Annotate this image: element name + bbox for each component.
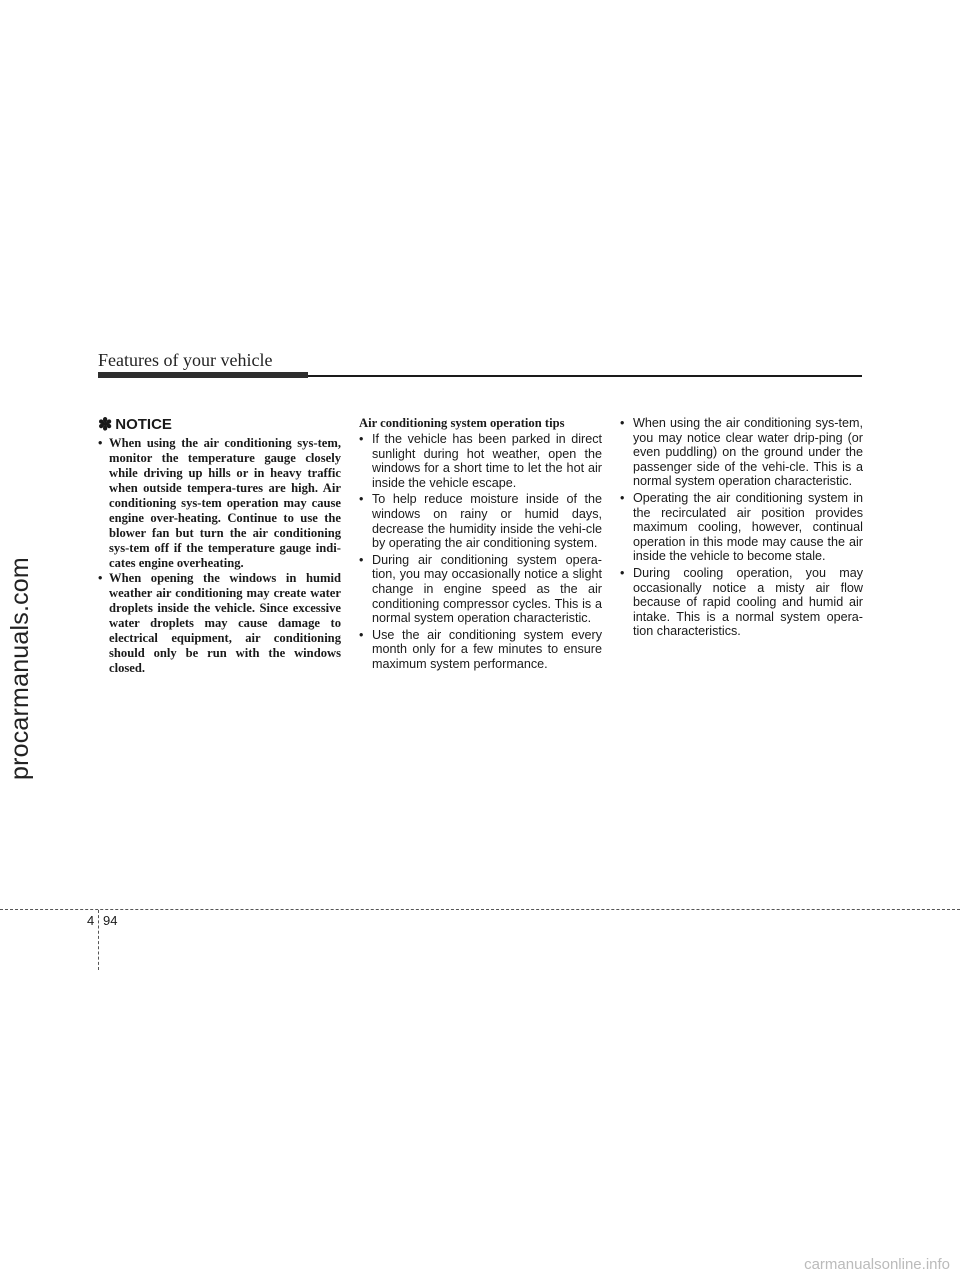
more-tips-list <box>620 416 863 639</box>
tip-item-text: When using the air conditioning sys-tem, you may notice clear water drip-ping (or even puddling) on the ground under the passenger side of the vehi-cle. This is a normal system operation characteristic. <box>633 416 863 489</box>
bullet-icon: • <box>620 490 625 505</box>
tip-item <box>620 416 863 489</box>
tips-list <box>359 432 602 672</box>
notice-column <box>98 416 341 676</box>
tip-item <box>359 492 602 550</box>
bullet-icon: • <box>359 552 364 567</box>
tip-item-text: During air conditioning system opera-tion, you may occasionally notice a slight change in engine speed as the air conditioning compressor cycles. This is a normal system operation characteristic. <box>372 552 602 626</box>
notice-item-text: When opening the windows in humid weather air conditioning may create water droplets inside the vehicle. Since excessive water droplets may cause damage to electrical equipment, air conditioning should only be run with the windows closed. <box>109 571 341 675</box>
bullet-icon: • <box>98 571 103 585</box>
tip-item <box>620 491 863 564</box>
notice-item <box>98 571 341 676</box>
tips-column <box>359 416 602 674</box>
notice-asterisk-icon: ✽ <box>98 415 113 434</box>
notice-label: NOTICE <box>115 416 172 433</box>
footer-dashed-rule <box>0 909 960 910</box>
notice-item <box>98 436 341 571</box>
tip-item <box>359 432 602 490</box>
section-title: Features of your vehicle <box>98 350 273 370</box>
tips-heading: Air conditioning system operation tips <box>359 416 565 430</box>
tip-item <box>359 628 602 672</box>
tip-item <box>620 566 863 639</box>
bullet-icon: • <box>98 436 103 450</box>
chapter-number: 4 <box>87 913 95 928</box>
more-tips-column <box>620 416 863 641</box>
bullet-icon: • <box>359 432 364 446</box>
bullet-icon: • <box>620 565 625 580</box>
side-watermark: procarmanuals.com <box>6 557 34 780</box>
footer-vertical-dashed-rule <box>98 910 99 970</box>
notice-list <box>98 436 341 676</box>
notice-item-text: When using the air conditioning sys-tem, monitor the temperature gauge closely while driving up hills or in heavy traffic when outside tempera-tures are high. Air conditioning sys-tem operation may cause engine over-heating. Continue to use the blower fan but turn the air conditioning sys-tem off if the temperature gauge indi-cates engine overheating. <box>109 436 341 570</box>
bullet-icon: • <box>359 627 364 642</box>
notice-heading <box>98 416 341 434</box>
bullet-icon: • <box>359 492 364 507</box>
tip-item-text: Use the air conditioning system every month only for a few minutes to ensure maximum system performance. <box>372 627 602 671</box>
tip-item-text: During cooling operation, you may occasionally notice a misty air flow because of rapid cooling and humid air intake. This is a normal system opera-tion characteristics. <box>633 565 863 639</box>
bullet-icon: • <box>620 416 625 430</box>
tip-item <box>359 553 602 626</box>
tip-item-text: Operating the air conditioning system in the recirculated air position provides maximum cooling, however, continual operation in this mode may cause the air inside the vehicle to become stale. <box>633 490 863 564</box>
tip-item-text: To help reduce moisture inside of the windows on rainy or humid days, decrease the humidity inside the vehi-cle by operating the air conditioning system. <box>372 492 602 551</box>
tip-item-text: If the vehicle has been parked in direct sunlight during hot weather, open the windows for a short time to let the hot air inside the vehicle escape. <box>372 432 602 490</box>
bottom-watermark: carmanualsonline.info <box>804 1256 950 1273</box>
header-accent-bar <box>98 372 308 378</box>
page-number: 94 <box>103 913 118 928</box>
